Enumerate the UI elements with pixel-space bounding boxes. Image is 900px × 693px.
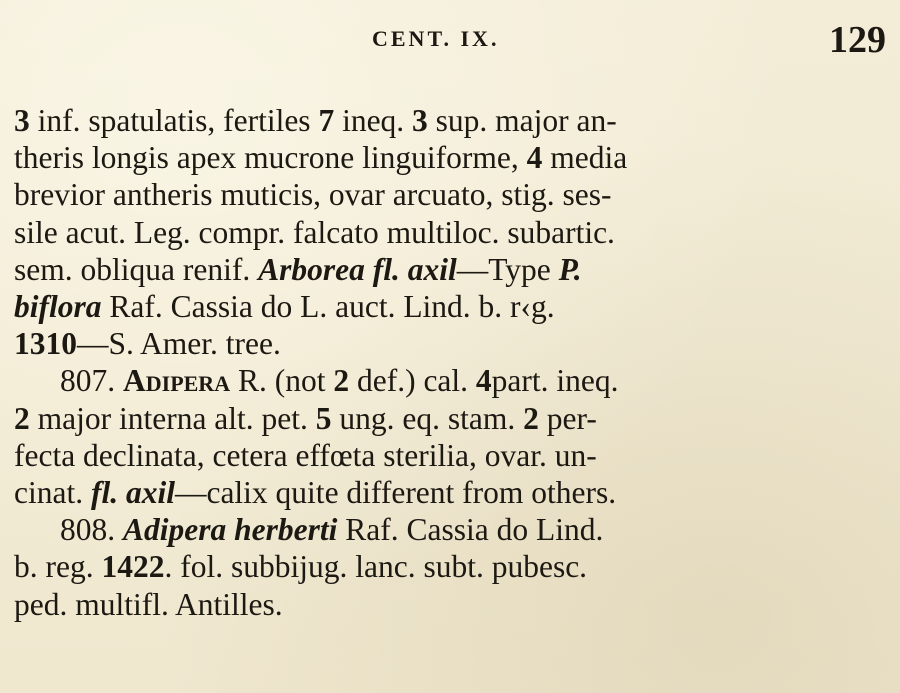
text-segment: R. (not: [230, 363, 334, 399]
text-segment: sem. obliqua renif.: [14, 251, 259, 287]
text-segment: 7: [318, 103, 335, 138]
text-line: [14, 102, 886, 139]
text-segment: fecta declinata, cetera effœta sterilia, ovar. un-: [14, 437, 597, 473]
body-text: [14, 102, 886, 623]
text-segment: P.: [558, 251, 582, 287]
text-line: [14, 511, 886, 548]
text-segment: 2: [523, 400, 539, 436]
text-segment: —Type: [456, 251, 559, 287]
text-segment: biflora: [14, 289, 102, 325]
text-line: [14, 325, 886, 362]
text-segment: Adipera herberti: [123, 512, 338, 548]
text-segment: 2: [14, 400, 30, 436]
text-line: [14, 176, 886, 213]
page-number: 129: [829, 19, 886, 61]
text-segment: —calix quite different from others.: [174, 475, 617, 511]
text-segment: 5: [315, 400, 332, 436]
text-segment: Adipera: [123, 363, 231, 399]
text-line: [14, 400, 886, 437]
text-segment: Arborea fl. axil: [258, 251, 457, 287]
text-segment: def.) cal.: [349, 363, 476, 399]
text-line: [14, 139, 886, 176]
text-segment: fl. axil: [90, 475, 175, 511]
text-segment: ineq.: [334, 103, 413, 138]
text-line: [14, 288, 886, 325]
text-line: [14, 586, 886, 623]
text-segment: 1422: [101, 549, 165, 585]
text-segment: sile acut. Leg. compr. falcato multiloc. subartic.: [14, 214, 615, 250]
text-line: [14, 214, 886, 251]
text-segment: 3: [412, 103, 428, 138]
page-header: [0, 18, 900, 61]
text-segment: brevior antheris muticis, ovar arcuato, stig. ses-: [14, 177, 612, 213]
text-segment: Raf. Cassia do Lind.: [337, 512, 604, 548]
text-segment: —S. Amer. tree.: [77, 326, 281, 362]
text-segment: . fol. subbijug. lanc. subt. pubesc.: [164, 549, 588, 585]
text-segment: cinat.: [14, 475, 91, 511]
text-segment: ped. multifl. Antilles.: [14, 586, 283, 622]
text-segment: per-: [538, 400, 597, 436]
text-line: [14, 437, 886, 474]
text-segment: 808.: [60, 512, 123, 548]
text-line: [14, 362, 886, 399]
text-segment: 2: [333, 363, 350, 399]
text-line: [14, 251, 886, 288]
text-segment: Raf. Cassia do L. auct. Lind. b. r‹g.: [101, 289, 555, 325]
text-segment: 4: [475, 363, 492, 399]
text-line: [14, 548, 886, 585]
text-segment: 807.: [60, 363, 123, 399]
text-segment: major interna alt. pet.: [29, 400, 316, 436]
text-segment: media: [542, 140, 628, 176]
text-segment: sup. major an-: [427, 103, 617, 138]
text-segment: 3: [14, 103, 30, 138]
text-segment: ung. eq. stam.: [331, 400, 524, 436]
text-segment: theris longis apex mucrone linguiforme,: [14, 140, 527, 176]
text-segment: b. reg.: [14, 549, 102, 585]
text-segment: inf. spatulatis, fertiles: [29, 103, 319, 138]
text-segment: 1310: [14, 326, 77, 362]
text-segment: part. ineq.: [491, 363, 619, 399]
running-head: CENT. IX.: [372, 26, 500, 51]
text-line: [14, 474, 886, 511]
text-segment: 4: [526, 140, 543, 176]
